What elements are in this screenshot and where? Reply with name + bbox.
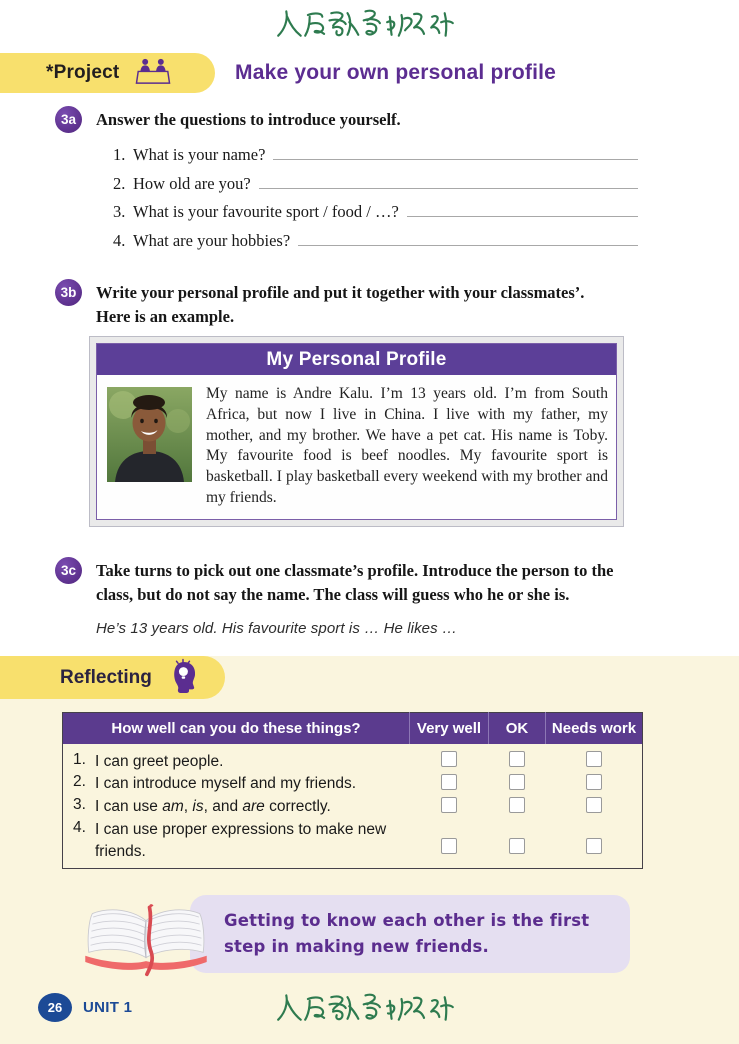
question-text: How old are you? <box>133 173 251 193</box>
question-number: 4. <box>113 230 126 250</box>
col-header-very-well: Very well <box>410 713 489 745</box>
answer-line[interactable] <box>259 171 638 189</box>
page-number-badge: 26 <box>38 993 72 1022</box>
instruction-3b-line1: Write your personal profile and put it together with your classmates’. <box>96 283 585 302</box>
col-header-needs-work: Needs work <box>546 713 643 745</box>
question-item <box>113 228 638 257</box>
checkbox[interactable] <box>509 774 525 790</box>
checkbox[interactable] <box>441 838 457 854</box>
checkbox[interactable] <box>441 797 457 813</box>
activity-badge-3a: 3a <box>55 106 82 133</box>
reflect-table-body <box>63 744 643 868</box>
student-photo <box>107 387 192 482</box>
press-logo-bottom <box>272 984 467 1028</box>
reflecting-pill <box>0 656 225 699</box>
question-item <box>113 142 638 171</box>
row-number: 2. <box>73 773 86 790</box>
activity-3c <box>55 556 684 637</box>
instruction-3b <box>96 278 638 329</box>
row-text: I can use proper expressions to make new friends. <box>95 821 387 860</box>
open-book-icon <box>80 893 212 979</box>
col-header-skills: How well can you do these things? <box>63 713 410 745</box>
checkbox[interactable] <box>441 774 457 790</box>
profile-card <box>89 336 624 527</box>
question-item <box>113 171 638 200</box>
question-text: What is your name? <box>133 145 266 165</box>
page-title: Make your own personal profile <box>235 61 557 84</box>
quote-row <box>80 893 739 979</box>
thinking-head-lightbulb-icon <box>168 657 198 698</box>
row-number: 1. <box>73 751 86 768</box>
instruction-3b-line2: Here is an example. <box>96 307 235 326</box>
checkbox[interactable] <box>509 838 525 854</box>
example-prompt: He’s 13 years old. His favourite sport is … He likes … <box>96 619 458 637</box>
checkbox[interactable] <box>441 751 457 767</box>
quote-text: Getting to know each other is the first step in making new friends. <box>224 910 590 956</box>
row-text: I can introduce myself and my friends. <box>95 775 357 792</box>
table-row <box>63 773 643 796</box>
project-banner <box>0 53 739 93</box>
question-number: 1. <box>113 145 126 165</box>
checkbox[interactable] <box>586 774 602 790</box>
col-header-ok: OK <box>489 713 546 745</box>
question-item <box>113 199 638 228</box>
reflecting-label: Reflecting <box>60 666 152 688</box>
question-list <box>113 142 638 256</box>
answer-line[interactable] <box>298 228 638 246</box>
question-number: 3. <box>113 202 126 222</box>
press-logo-top <box>0 0 739 44</box>
question-number: 2. <box>113 173 126 193</box>
question-text: What is your favourite sport / food / …? <box>133 202 399 222</box>
activity-badge-3c: 3c <box>55 557 82 584</box>
footer <box>38 993 132 1022</box>
table-row <box>63 819 643 868</box>
reflect-table <box>62 712 643 869</box>
reflecting-banner <box>0 656 739 699</box>
profile-text: My name is Andre Kalu. I’m 13 years old. I’m from South Africa, but now I live in China. I live with my father, my mother, and my brother. We have a pet cat. His name is Toby. My favourite food is beef noodles. My favourite sport is basketball. I play basketball every weekend with my brother and my friends. <box>206 385 608 506</box>
answer-line[interactable] <box>273 142 638 160</box>
project-pill <box>0 53 215 93</box>
instruction-3c: Take turns to pick out one classmate’s profile. Introduce the person to the class, but do not say the name. The class will guess who he or she is. <box>96 560 614 604</box>
quote-bubble <box>190 895 630 973</box>
reflecting-section <box>0 656 739 1044</box>
checkbox[interactable] <box>509 751 525 767</box>
row-number: 3. <box>73 796 86 813</box>
activity-3b <box>55 278 684 527</box>
activity-3a <box>55 105 684 256</box>
profile-card-title: My Personal Profile <box>97 344 616 375</box>
row-text: I can use am, is, and are correctly. <box>95 798 331 815</box>
question-text: What are your hobbies? <box>133 230 291 250</box>
table-row <box>63 796 643 819</box>
table-row <box>63 744 643 773</box>
unit-label: UNIT 1 <box>83 999 133 1016</box>
row-text: I can greet people. <box>95 753 224 770</box>
row-number: 4. <box>73 819 86 836</box>
checkbox[interactable] <box>509 797 525 813</box>
project-label: *Project <box>46 62 120 83</box>
pair-discussion-icon <box>133 56 173 91</box>
checkbox[interactable] <box>586 838 602 854</box>
checkbox[interactable] <box>586 797 602 813</box>
answer-line[interactable] <box>407 199 638 217</box>
activity-badge-3b: 3b <box>55 279 82 306</box>
checkbox[interactable] <box>586 751 602 767</box>
instruction-3a: Answer the questions to introduce yourself. <box>96 110 401 129</box>
